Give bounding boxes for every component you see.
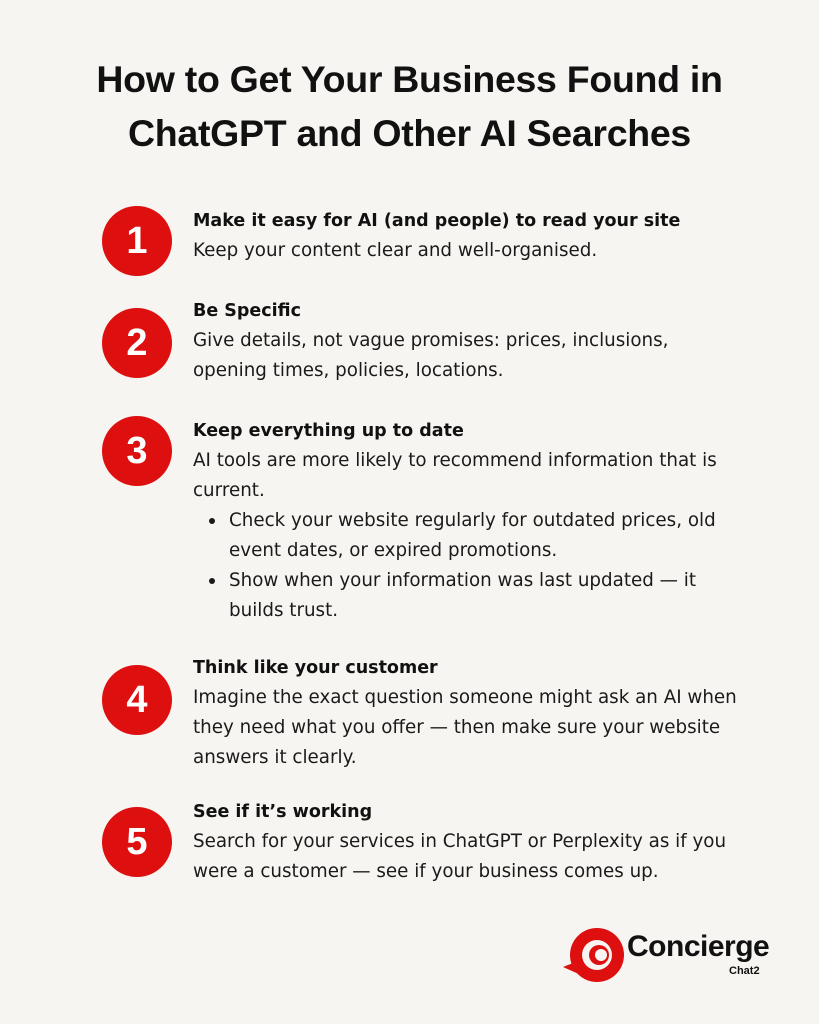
step-heading: Think like your customer [193,658,438,678]
step-text: AI tools are more likely to recommend information that is current. [193,450,717,501]
logo-wordmark: Concierge [627,930,770,963]
step-number-badge: 2 [102,308,172,378]
bullet-list [193,506,743,626]
step-number-badge: 3 [102,416,172,486]
logo-subtext: Chat2 [729,965,760,977]
chat-bubble-logo-icon [561,915,631,997]
step-number-badge: 1 [102,206,172,276]
page-title [0,52,819,160]
step-text: Search for your services in ChatGPT or Perplexity as if you were a customer — see if your business comes up. [193,831,727,882]
step-text: Imagine the exact question someone might ask an AI when they need what you offer — then make sure your website answers it clearly. [193,687,737,768]
concierge-chat-logo [561,915,776,997]
list-item: Check your website regularly for outdated prices, old event dates, or expired promotions. [229,506,743,566]
step-heading: Make it easy for AI (and people) to read your site [193,211,681,231]
step-text: Keep your content clear and well-organised. [193,240,598,261]
title-line-2: ChatGPT and Other AI Searches [128,112,691,154]
step-heading: Be Specific [193,301,302,321]
list-item: Show when your information was last updated — it builds trust. [229,566,743,626]
step-number-badge: 5 [102,807,172,877]
step-text: Give details, not vague promises: prices, inclusions, opening times, policies, locations. [193,330,669,381]
title-line-1: How to Get Your Business Found in [96,58,723,100]
step-heading: See if it’s working [193,802,373,822]
step-number-badge: 4 [102,665,172,735]
step-heading: Keep everything up to date [193,421,464,441]
